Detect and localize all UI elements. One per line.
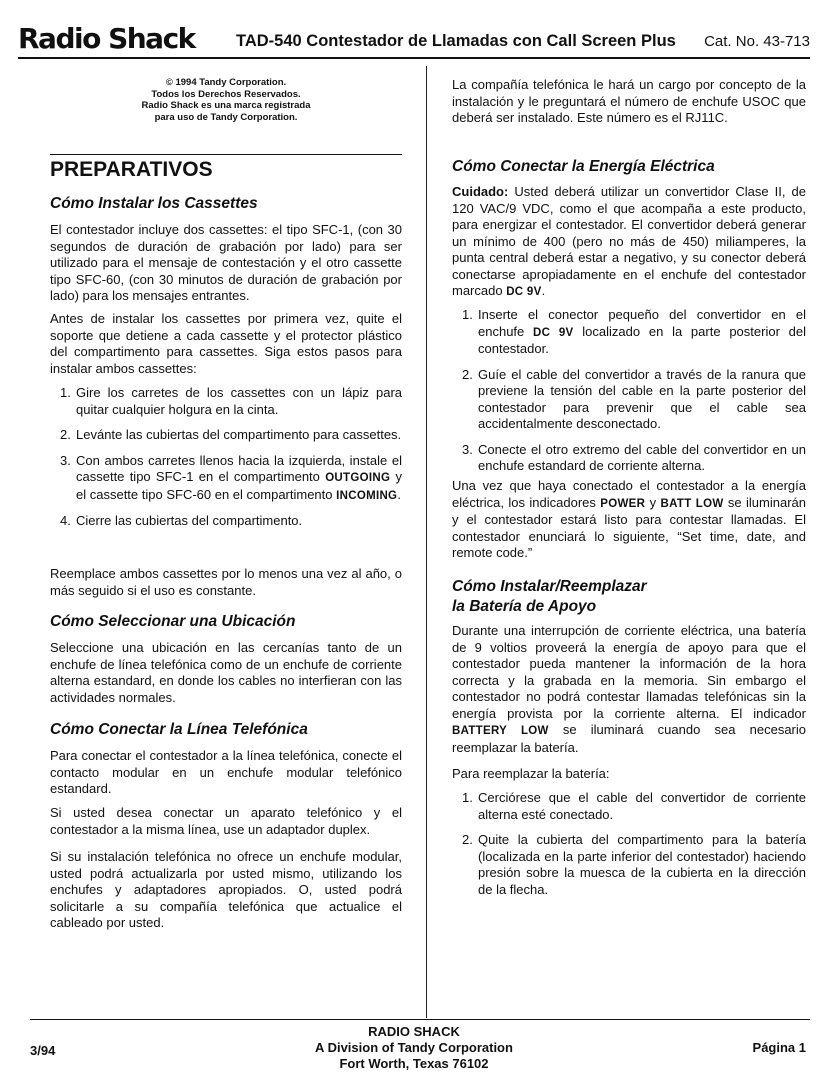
step-number: 2. [60,427,71,442]
step-text: localizado en la parte posterior del contestador. [478,323,806,356]
footer-line: RADIO SHACK [368,1024,460,1039]
list-item [452,442,806,475]
step-number: 1. [60,385,71,400]
step-number: 3. [60,452,71,468]
step-text: Con ambos carretes llenos hacia la izquierda, instale el cassette tipo SFC-1 en el compartimento [76,452,402,484]
paragraph-caution [452,184,806,301]
step-number: 1. [462,790,473,805]
paragraph-power [452,478,806,562]
heading-battery-line-1: Cómo Instalar/Reemplazar [452,578,647,595]
paragraph-install-1: El contestador incluye dos cassettes: el tipo SFC-1, (con 30 segundos de duración de grabación por lado) para ser utilizado para el mensaje de contestación y el otro cassette tipo SFC-60, (con 30 minutos de duración de grabación por lado) para los mensajes entrantes. [50,222,402,303]
step-text: Levánte las cubiertas del compartimento para cassettes. [76,427,402,442]
power-text: Una vez que haya conectado el contestador a la energía eléctrica, los indicadores [452,478,806,510]
section-rule [50,154,402,155]
label-power: POWER [600,497,646,510]
paragraph-line-1: Para conectar el contestador a la línea telefónica, conecte el contacto modular en un enchufe modular telefónico estandard. [50,748,402,796]
copyright-line: © 1994 Tandy Corporation. [165,77,287,88]
footer-line: Fort Worth, Texas 76102 [339,1056,489,1071]
label-incoming: INCOMING [336,489,398,502]
heading-phone-line: Cómo Conectar la Línea Telefónica [50,721,308,738]
step-text: Guíe el cable del convertidor a través de la ranura que previene la tensión del cable en la parte posterior del contestador para prevenir que el cable sea accidentalmente desconectado. [478,366,806,431]
section-title: PREPARATIVOS [50,158,213,181]
step-number: 2. [462,366,473,382]
brand-logo: Radio Shack [18,22,195,55]
copyright-line: para uso de Tandy Corporation. [154,111,298,123]
paragraph-battery [452,623,806,756]
list-item [50,385,402,418]
list-item [452,832,806,898]
step-number: 4. [60,513,71,528]
paragraph-line-2: Si usted desea conectar un aparato telefónico y el contestador a la misma línea, use un adaptador duplex. [50,805,402,837]
heading-install-cassettes: Cómo Instalar los Cassettes [50,195,258,212]
heading-power: Cómo Conectar la Energía Eléctrica [452,158,715,175]
step-text: y el cassette tipo SFC-60 en el compartimento [76,469,402,502]
step-number: 2. [462,832,473,847]
battery-steps-list [452,790,806,898]
power-text: y [645,494,661,510]
copyright-line: Todos los Derechos Reservados. [151,88,301,100]
step-number: 1. [462,307,473,322]
list-item [50,427,402,444]
document-title: TAD-540 Contestador de Llamadas con Call Screen Plus [236,32,676,50]
paragraph-line-3: Si su instalación telefónica no ofrece un enchufe modular, usted podrá actualizarla por usted mismo, utilizando los enchufes y adaptadores apropiados. O, usted podrá solicitarle a su compañía telefónica que actualice el cableado por usted. [50,849,402,930]
step-text: Cierre las cubiertas del compartimento. [76,513,303,528]
paragraph-install-3: Reemplace ambos cassettes por lo menos una vez al año, o más seguido si el uso es constante. [50,566,402,598]
caution-text: Usted deberá utilizar un convertidor Clase II, de 120 VAC/9 VDC, como el que acompaña a este producto, para energizar el contestador. El convertidor deberá generar un mínimo de 400 (pero no más de 450) miliamperes, la punta central deberá estar a negativo, y su conector deberá conectarse apropiadamente en el enchufe del contestador marcado [452,184,806,298]
step-text: Quite la cubierta del compartimento para la batería (localizada en la parte inferior del contestador) haciendo presión sobre la muesca de la cubierta en la dirección de la flecha. [478,832,806,897]
list-item [452,307,806,358]
list-item [50,513,402,530]
list-item [452,790,806,823]
footer-line: A Division of Tandy Corporation [315,1040,513,1055]
label-outgoing: OUTGOING [325,472,391,484]
catalog-number: Cat. No. 43-713 [704,33,810,50]
power-text: se iluminarán y el contestador estará listo para contestar llamadas. El contestador enunciará lo siguiente, “Set time, date, and remote code.” [452,494,806,560]
cassette-steps-list [50,385,402,530]
step-text: Inserte el conector pequeño del convertidor en el enchufe [478,307,806,339]
step-text: . [397,486,401,502]
page-number: Página 1 [752,1040,806,1055]
paragraph-replace: Para reemplazar la batería: [452,766,610,781]
copyright-line: Radio Shack es una marca registrada [141,100,311,111]
battery-text: se iluminará cuando sea necesario reemplazar la batería. [452,722,806,755]
step-number: 3. [462,441,473,457]
page-header [18,24,810,56]
step-text: Cerciórese que el cable del convertidor de corriente alterna esté conectado. [478,790,806,822]
power-steps-list [452,307,806,475]
label-dc9v: DC 9V [533,326,574,339]
caution-text: . [541,283,546,298]
label-batt-low: BATT LOW [660,497,724,510]
paragraph-company: La compañía telefónica le hará un cargo por concepto de la instalación y le preguntará el número de enchufe USOC que deberá ser instalado. Este número es el RJ11C. [452,77,806,125]
heading-location: Cómo Seleccionar una Ubicación [50,613,296,630]
copyright-notice [50,77,402,123]
step-text: Gire los carretes de los cassettes con un lápiz para quitar cualquier holgura en la cinta. [76,385,402,417]
footer-rule [30,1019,810,1020]
header-rule [18,57,810,59]
label-battery-low: BATTERY LOW [452,725,549,737]
footer-date: 3/94 [30,1043,56,1058]
step-text: Conecte el otro extremo del cable del convertidor en un enchufe estandard de corriente alterna. [478,441,806,473]
caution-label: Cuidado: [452,184,509,199]
column-divider [426,66,427,1018]
battery-text: Durante una interrupción de corriente eléctrica, una batería de 9 voltios proveerá la energía de apoyo para que el contestador pueda mantener la información de la hora correcta y la grabada en la memoria. Sin embargo el contestador no podrá contestar llamadas telefónicas sin la energía provista por la corriente alterna. El indicador [452,623,806,721]
list-item [50,453,402,505]
heading-battery-line-2: la Batería de Apoyo [452,598,597,615]
list-item [452,367,806,433]
paragraph-location: Seleccione una ubicación en las cercanías tanto de un enchufe de línea telefónica como de un enchufe de corriente alterna estandard, en donde los cables no interfieran con las actividades normales. [50,640,402,705]
paragraph-install-2: Antes de instalar los cassettes por primera vez, quite el soporte que detiene a cada cassette y el protector plástico del compartimento para cassettes. Siga estos pasos para instalar ambos cassettes: [50,311,402,376]
footer-publisher [0,1024,828,1072]
label-dc9v: DC 9V [506,286,542,298]
